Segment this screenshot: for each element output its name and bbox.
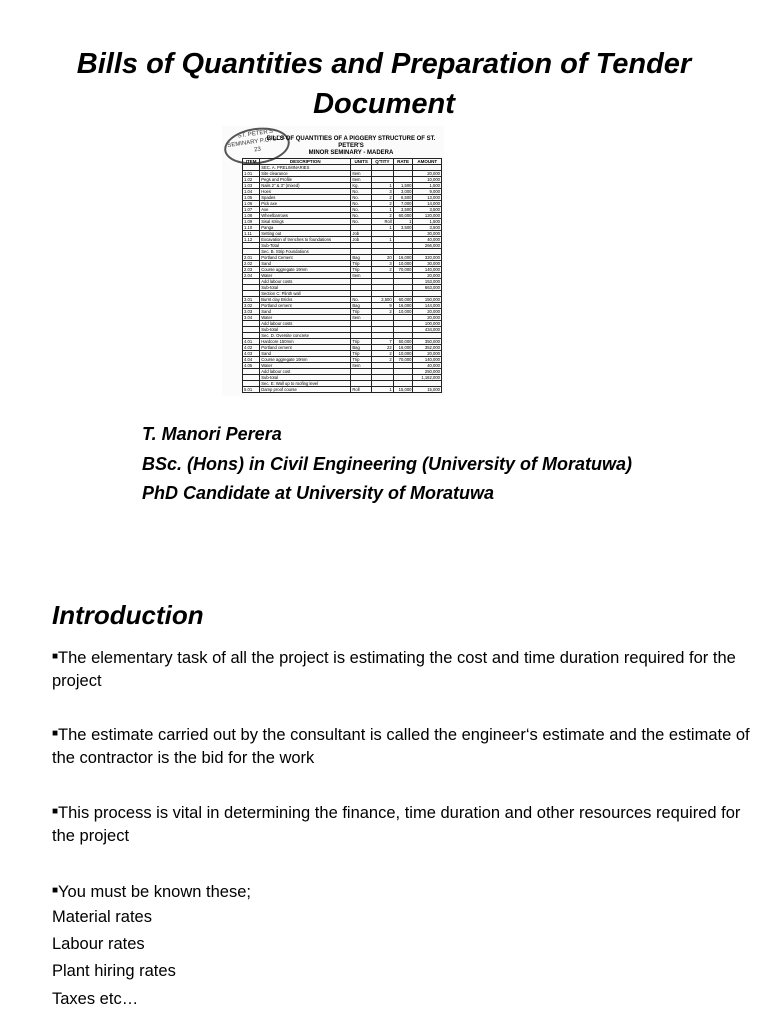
boq-cell: 13,000 xyxy=(413,195,442,201)
boq-cell: 120,000 xyxy=(413,213,442,219)
boq-cell: 320,000 xyxy=(413,255,442,261)
boq-cell: 20,000 xyxy=(413,171,442,177)
boq-cell: 30,000 xyxy=(413,261,442,267)
boq-cell: 1,500 xyxy=(393,183,413,189)
boq-cell: 1.01 xyxy=(243,171,260,177)
author-name: T. Manori Perera xyxy=(142,424,282,444)
boq-cell: Water xyxy=(260,363,351,369)
boq-cell: 40,000 xyxy=(413,363,442,369)
square-bullet-icon: ■ xyxy=(52,806,59,817)
intro-paragraph-2-text: The estimate carried out by the consultant is called the engineer‘s estimate and the estimate of the contractor is the bid for the work xyxy=(52,726,750,767)
boq-cell: 4.03 xyxy=(243,351,260,357)
boq-cell: Site clearance xyxy=(260,171,351,177)
boq-cell: 1.12 xyxy=(243,237,260,243)
square-bullet-icon: ■ xyxy=(52,728,59,739)
intro-paragraph-4 xyxy=(52,879,752,904)
author-degree: BSc. (Hons) in Civil Engineering (University of Moratuwa) xyxy=(142,453,633,474)
boq-cell: 70,000 xyxy=(393,357,413,363)
boq-cell: No. xyxy=(351,189,372,195)
intro-paragraph-4-text: You must be known these; xyxy=(58,883,251,901)
boq-cell: 7,000 xyxy=(393,201,413,207)
boq-cell: Course aggregate 19mm xyxy=(260,357,351,363)
boq-cell: 2.03 xyxy=(243,267,260,273)
boq-cell: Axe xyxy=(260,207,351,213)
boq-cell: 3.02 xyxy=(243,303,260,309)
boq-cell: Trip xyxy=(351,261,372,267)
boq-cell: 100,000 xyxy=(413,321,442,327)
boq-cell: Job xyxy=(351,237,372,243)
boq-cell: 5.01 xyxy=(243,387,260,393)
intro-paragraph-1 xyxy=(52,645,752,693)
boq-cell: Panga xyxy=(260,225,351,231)
boq-cell: Wheelbarrows xyxy=(260,213,351,219)
boq-cell: 16,000 xyxy=(393,255,413,261)
intro-paragraph-2 xyxy=(52,722,752,770)
list-item: Taxes etc… xyxy=(52,990,139,1008)
boq-cell: Portland Cement xyxy=(260,255,351,261)
boq-cell: 1.11 xyxy=(243,231,260,237)
author-block xyxy=(142,420,742,509)
boq-column-header: Q'TITY xyxy=(372,159,394,165)
boq-cell: Add labour cost xyxy=(260,369,351,375)
boq-cell: 2 xyxy=(372,357,394,363)
boq-cell: Water xyxy=(260,315,351,321)
boq-cell: 3 xyxy=(372,261,394,267)
boq-cell: 2.02 xyxy=(243,261,260,267)
boq-cell: Sub-total xyxy=(260,327,351,333)
boq-cell: 1 xyxy=(372,225,394,231)
boq-cell: 2 xyxy=(372,201,394,207)
boq-cell: Add labour costs xyxy=(260,321,351,327)
boq-cell: Portland cement xyxy=(260,345,351,351)
boq-cell: Roll xyxy=(372,219,394,225)
boq-cell: Hoes xyxy=(260,189,351,195)
boq-cell: No. xyxy=(351,213,372,219)
boq-cell: Sand xyxy=(260,261,351,267)
boq-cell: 150,000 xyxy=(413,297,442,303)
boq-cell: Nails 2" & 3" (mixed) xyxy=(260,183,351,189)
boq-cell: Burnt clay Bricks xyxy=(260,297,351,303)
boq-cell: 250,000 xyxy=(413,369,442,375)
boq-cell: 1,162,000 xyxy=(413,375,442,381)
boq-cell: Bag xyxy=(351,303,372,309)
boq-cell: Sec. D. Oversite concrete xyxy=(260,333,351,339)
boq-cell: 3,500 xyxy=(393,207,413,213)
seminary-stamp: ST. PETER'S SEMINARY P.O. BOX 23 xyxy=(222,124,292,169)
boq-cell: 434,000 xyxy=(413,327,442,333)
boq-cell: Sand xyxy=(260,351,351,357)
boq-cell: 1 xyxy=(372,207,394,213)
boq-cell: No. xyxy=(351,219,372,225)
boq-cell: Add labour costs xyxy=(260,279,351,285)
boq-cell: Sisal strings xyxy=(260,219,351,225)
boq-cell: Hardcore 150mm xyxy=(260,339,351,345)
page-title: Bills of Quantities and Preparation of Tender Document xyxy=(76,48,692,120)
boq-cell: Course aggregate 19mm xyxy=(260,267,351,273)
boq-cell: Trip xyxy=(351,339,372,345)
intro-paragraph-3-text: This process is vital in determining the finance, time duration and other resources required for the project xyxy=(52,804,741,845)
boq-cell: 2 xyxy=(372,267,394,273)
boq-cell: Excavation of trenches to foundations xyxy=(260,237,351,243)
boq-cell: 2 xyxy=(372,309,394,315)
boq-cell: 20,000 xyxy=(413,315,442,321)
boq-cell: Item xyxy=(351,273,372,279)
boq-scan-heading-line1: BILLS OF QUANTITIES OF A PIGGERY STRUCTURE OF ST. PETER'S xyxy=(266,136,436,149)
boq-cell: 1,500 xyxy=(413,183,442,189)
boq-cell: 2,500 xyxy=(372,297,394,303)
boq-cell: 3.01 xyxy=(243,297,260,303)
boq-cell: Roll xyxy=(351,387,372,393)
boq-cell: 1,500 xyxy=(413,219,442,225)
boq-cell: Trip xyxy=(351,267,372,273)
boq-cell: 1 xyxy=(372,237,394,243)
boq-cell: 350,000 xyxy=(413,339,442,345)
boq-cell: 10,000 xyxy=(413,177,442,183)
boq-cell: 15,000 xyxy=(393,387,413,393)
boq-column-header: ITEM xyxy=(243,159,260,165)
boq-cell: 16,000 xyxy=(393,303,413,309)
boq-cell: 352,000 xyxy=(413,345,442,351)
boq-cell: Sand xyxy=(260,309,351,315)
boq-cell: 14,000 xyxy=(413,201,442,207)
boq-cell: Bag xyxy=(351,255,372,261)
boq-cell: 1.08 xyxy=(243,213,260,219)
boq-cell: 22 xyxy=(372,345,394,351)
boq-cell: 9,000 xyxy=(413,189,442,195)
boq-column-header: DESCRIPTION xyxy=(260,159,351,165)
boq-cell: 1.09 xyxy=(243,219,260,225)
boq-cell: Pegs and Profile xyxy=(260,177,351,183)
boq-column-header: UNITS xyxy=(351,159,372,165)
boq-cell: 1 xyxy=(372,183,394,189)
boq-scan-heading xyxy=(262,136,440,157)
boq-cell: 70,000 xyxy=(393,267,413,273)
boq-cell: 1 xyxy=(393,219,413,225)
boq-cell: SEC. A. PRELIMINARIES xyxy=(260,165,351,171)
boq-cell: 2.04 xyxy=(243,273,260,279)
boq-cell: 140,000 xyxy=(413,357,442,363)
boq-scan-heading-line2: MINOR SEMINARY - MADERA xyxy=(308,150,394,156)
boq-cell: 1.04 xyxy=(243,189,260,195)
boq-cell: 7 xyxy=(372,339,394,345)
boq-cell: 1 xyxy=(372,387,394,393)
boq-cell: Item xyxy=(351,177,372,183)
boq-cell: Water xyxy=(260,273,351,279)
boq-cell: Job xyxy=(351,231,372,237)
boq-cell: Sec. E: Wall up to roofing level xyxy=(260,381,351,387)
boq-cell: 663,000 xyxy=(413,285,442,291)
boq-cell: 3.04 xyxy=(243,315,260,321)
boq-cell: 60,000 xyxy=(393,297,413,303)
boq-cell: Portland cement xyxy=(260,303,351,309)
boq-scan-image xyxy=(222,126,444,396)
boq-cell: 153,000 xyxy=(413,279,442,285)
boq-column-header: AMOUNT xyxy=(413,159,442,165)
boq-cell: 2 xyxy=(372,195,394,201)
boq-cell: 3 xyxy=(372,189,394,195)
boq-cell: 3,500 xyxy=(413,225,442,231)
boq-cell: No. xyxy=(351,297,372,303)
boq-cell: 2 xyxy=(372,351,394,357)
boq-cell: 4.01 xyxy=(243,339,260,345)
square-bullet-icon: ■ xyxy=(52,885,59,896)
boq-cell: No. xyxy=(351,207,372,213)
boq-cell: 30,000 xyxy=(413,231,442,237)
boq-cell: 1.07 xyxy=(243,207,260,213)
boq-cell: 60,000 xyxy=(393,213,413,219)
boq-cell: 3,500 xyxy=(393,225,413,231)
boq-cell: 4.05 xyxy=(243,363,260,369)
boq-cell: Sec. B. Strip Foundations xyxy=(260,249,351,255)
boq-cell: Sub-total xyxy=(260,285,351,291)
boq-cell: 6,500 xyxy=(393,195,413,201)
boq-cell: No. xyxy=(351,195,372,201)
boq-cell: 20 xyxy=(372,255,394,261)
boq-cell: 2.01 xyxy=(243,255,260,261)
boq-cell: No. xyxy=(351,201,372,207)
boq-cell: 20,000 xyxy=(413,309,442,315)
boq-cell: 10,000 xyxy=(393,351,413,357)
boq-cell: Spades xyxy=(260,195,351,201)
boq-cell: 266,000 xyxy=(413,243,442,249)
boq-cell: Section C: Plinth wall xyxy=(260,291,351,297)
boq-cell: 140,000 xyxy=(413,267,442,273)
boq-cell: 1.02 xyxy=(243,177,260,183)
list-item: Material rates xyxy=(52,908,152,926)
boq-cell: 20,000 xyxy=(413,273,442,279)
boq-cell: Trip xyxy=(351,309,372,315)
boq-cell: Pick axe xyxy=(260,201,351,207)
boq-cell: 10,000 xyxy=(393,309,413,315)
square-bullet-icon: ■ xyxy=(52,651,59,662)
boq-row xyxy=(243,387,442,393)
boq-cell: Damp proof course xyxy=(260,387,351,393)
boq-cell: 1.03 xyxy=(243,183,260,189)
boq-cell: 9 xyxy=(372,303,394,309)
intro-heading: Introduction xyxy=(52,600,204,630)
intro-paragraph-3 xyxy=(52,800,752,848)
list-item: Plant hiring rates xyxy=(52,962,176,980)
boq-cell: 4.02 xyxy=(243,345,260,351)
boq-cell: Sub-total xyxy=(260,375,351,381)
boq-cell: 3.03 xyxy=(243,309,260,315)
boq-cell: 2 xyxy=(372,213,394,219)
boq-cell: Trip xyxy=(351,351,372,357)
boq-cell: Trip xyxy=(351,357,372,363)
boq-cell: 1.05 xyxy=(243,195,260,201)
boq-cell: Item xyxy=(351,171,372,177)
author-status: PhD Candidate at University of Moratuwa xyxy=(142,483,495,503)
boq-cell: Bag xyxy=(351,345,372,351)
boq-cell: Item xyxy=(351,363,372,369)
boq-cell: 20,000 xyxy=(413,351,442,357)
list-item: Labour rates xyxy=(52,935,145,953)
boq-cell: 16,000 xyxy=(393,345,413,351)
boq-cell: 144,000 xyxy=(413,303,442,309)
boq-column-header: RATE xyxy=(393,159,413,165)
boq-cell: Sub-Total xyxy=(260,243,351,249)
boq-cell: 3,500 xyxy=(413,207,442,213)
intro-paragraph-1-text: The elementary task of all the project is estimating the cost and time duration required for the project xyxy=(52,649,736,690)
boq-cell: Setting out xyxy=(260,231,351,237)
boq-table xyxy=(242,158,442,393)
boq-cell: 1.10 xyxy=(243,225,260,231)
boq-cell: Item xyxy=(351,315,372,321)
boq-cell: 40,000 xyxy=(413,237,442,243)
boq-cell: 1.06 xyxy=(243,201,260,207)
boq-cell: 10,000 xyxy=(393,261,413,267)
boq-cell: Kg. xyxy=(351,183,372,189)
boq-cell: 15,000 xyxy=(413,387,442,393)
boq-cell: 50,000 xyxy=(393,339,413,345)
boq-cell: 4.04 xyxy=(243,357,260,363)
boq-cell: 3,000 xyxy=(393,189,413,195)
